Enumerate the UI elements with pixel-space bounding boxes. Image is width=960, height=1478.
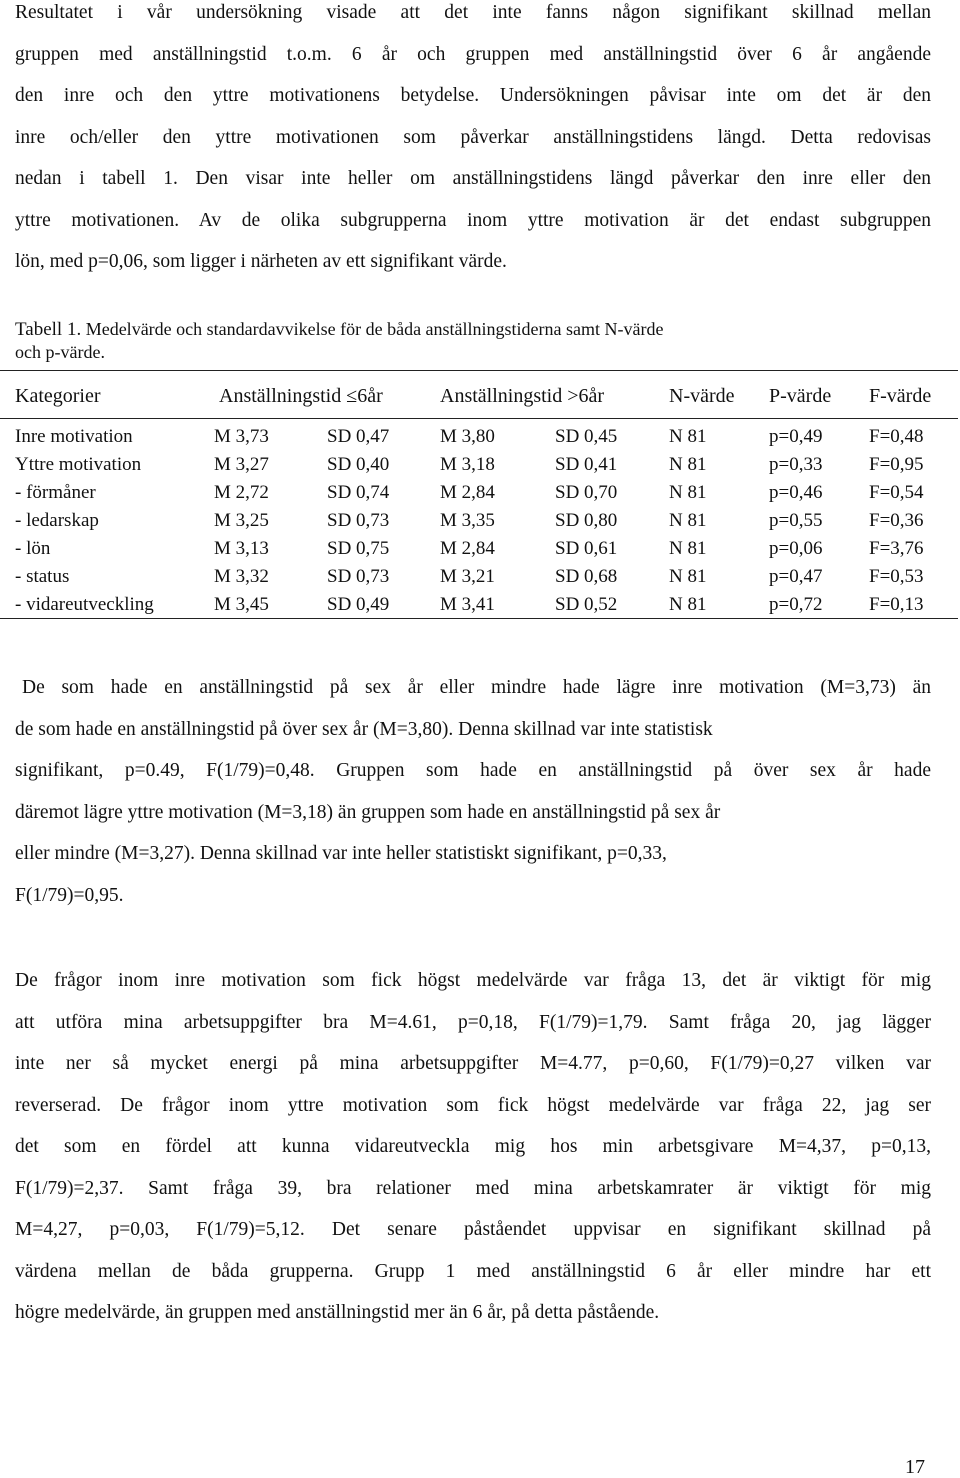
text-line: högre medelvärde, än gruppen med anställningstid mer än 6 år, på detta påstående. bbox=[15, 1302, 660, 1323]
table-cell-sd1: SD 0,40 bbox=[327, 454, 390, 475]
page-number: 17 bbox=[905, 1456, 925, 1478]
text-line: F(1/79)=0,95. bbox=[15, 884, 124, 906]
text-line: den inre och den yttre motivationens betydelse. Undersökningen påvisar inte om det är den bbox=[15, 85, 931, 106]
table-cell-n: N 81 bbox=[669, 566, 707, 587]
caption-label: Tabell 1. bbox=[15, 319, 82, 340]
text-line: M=4,27, p=0,03, F(1/79)=5,12. Det senare påståendet uppvisar en signifikant skillnad på bbox=[15, 1219, 931, 1240]
text-line: signifikant, p=0.49, F(1/79)=0,48. Gruppen som hade en anställningstid på över sex år hade bbox=[15, 760, 931, 781]
text-line: det som en fördel att kunna vidareutveckla mig hos min arbetsgivare M=4,37, p=0,13, bbox=[15, 1136, 931, 1157]
paragraph-results-intro bbox=[15, 0, 931, 283]
table-cell-n: N 81 bbox=[669, 594, 707, 615]
table-cell-sd2: SD 0,70 bbox=[555, 482, 618, 503]
table-cell-label: - lön bbox=[15, 538, 51, 559]
header-n: N-värde bbox=[669, 385, 735, 407]
table-bottom-rule bbox=[0, 618, 958, 619]
table-cell-f: F=0,36 bbox=[869, 510, 924, 531]
paragraph-inner-outer-motivation bbox=[15, 667, 931, 916]
text-line: inre och/eller den yttre motivationen som påverkar anställningstidens längd. Detta redovisas bbox=[15, 126, 931, 148]
table-cell-p: p=0,49 bbox=[769, 426, 823, 447]
table-cell-p: p=0,47 bbox=[769, 566, 823, 587]
table-cell-m1: M 3,13 bbox=[214, 538, 269, 559]
table-cell-sd2: SD 0,52 bbox=[555, 594, 618, 615]
paragraph-highest-mean-questions bbox=[15, 960, 931, 1334]
text-line: gruppen med anställningstid t.o.m. 6 år och gruppen med anställningstid över 6 år angående bbox=[15, 43, 931, 65]
table-cell-m2: M 3,18 bbox=[440, 454, 495, 475]
table-cell-n: N 81 bbox=[669, 510, 707, 531]
table-header-rule bbox=[0, 418, 958, 419]
text-line: De frågor inom inre motivation som fick högst medelvärde var fråga 13, det är viktigt för mig bbox=[15, 970, 931, 991]
table-cell-m2: M 2,84 bbox=[440, 482, 495, 503]
caption-line-1 bbox=[15, 318, 915, 341]
table-cell-sd2: SD 0,68 bbox=[555, 566, 618, 587]
table-cell-label: Yttre motivation bbox=[15, 454, 142, 475]
caption-text-1: Medelvärde och standardavvikelse för de båda anställningstiderna samt N-värde bbox=[85, 319, 664, 339]
table-cell-sd1: SD 0,73 bbox=[327, 566, 390, 587]
table-cell-label: - ledarskap bbox=[15, 510, 99, 531]
table-cell-label: Inre motivation bbox=[15, 426, 133, 447]
text-line: de som hade en anställningstid på över sex år (M=3,80). Denna skillnad var inte statistisk bbox=[15, 718, 713, 740]
text-line: eller mindre (M=3,27). Denna skillnad var inte heller statistiskt signifikant, p=0,33, bbox=[15, 843, 667, 864]
header-group1-text: Anställningstid ≤6år bbox=[219, 385, 383, 407]
table-cell-p: p=0,46 bbox=[769, 482, 823, 503]
table-cell-f: F=0,54 bbox=[869, 482, 924, 503]
table-cell-sd1: SD 0,73 bbox=[327, 510, 390, 531]
text-line: Resultatet i vår undersökning visade att det inte fanns någon signifikant skillnad mellan bbox=[15, 2, 931, 23]
table-cell-n: N 81 bbox=[669, 454, 707, 475]
text-line: att utföra mina arbetsuppgifter bra M=4.61, p=0,18, F(1/79)=1,79. Samt fråga 20, jag lägger bbox=[15, 1011, 931, 1033]
table-cell-p: p=0,55 bbox=[769, 510, 823, 531]
table-cell-f: F=0,95 bbox=[869, 454, 924, 475]
table-cell-f: F=0,53 bbox=[869, 566, 924, 587]
table-cell-sd2: SD 0,41 bbox=[555, 454, 618, 475]
table-cell-m2: M 3,41 bbox=[440, 594, 495, 615]
table-cell-m1: M 3,27 bbox=[214, 454, 269, 475]
table-cell-m2: M 3,80 bbox=[440, 426, 495, 447]
table-cell-label: - förmåner bbox=[15, 482, 96, 503]
header-kategorier: Kategorier bbox=[15, 385, 101, 407]
caption-text-2: och p-värde. bbox=[15, 342, 105, 362]
table-cell-n: N 81 bbox=[669, 538, 707, 559]
text-line: nedan i tabell 1. Den visar inte heller om anställningstidens längd påverkar den inre eller den bbox=[15, 168, 931, 189]
table-cell-m1: M 2,72 bbox=[214, 482, 269, 503]
header-group2: Anställningstid >6år bbox=[440, 385, 605, 407]
table-cell-p: p=0,33 bbox=[769, 454, 823, 475]
text-line: inte ner så mycket energi på mina arbetsuppgifter M=4.77, p=0,60, F(1/79)=0,27 vilken var bbox=[15, 1053, 931, 1074]
table-cell-sd1: SD 0,74 bbox=[327, 482, 390, 503]
text-line: lön, med p=0,06, som ligger i närheten av ett signifikant värde. bbox=[15, 251, 507, 272]
table-cell-p: p=0,06 bbox=[769, 538, 823, 559]
table-cell-m2: M 3,35 bbox=[440, 510, 495, 531]
table-cell-f: F=3,76 bbox=[869, 538, 924, 559]
table-cell-n: N 81 bbox=[669, 426, 707, 447]
header-p: P-värde bbox=[769, 385, 832, 407]
table-cell-label: - status bbox=[15, 566, 70, 587]
table-cell-n: N 81 bbox=[669, 482, 707, 503]
table-cell-m1: M 3,25 bbox=[214, 510, 269, 531]
table-cell-sd1: SD 0,47 bbox=[327, 426, 390, 447]
table-cell-label: - vidareutveckling bbox=[15, 594, 154, 615]
table-cell-m1: M 3,45 bbox=[214, 594, 269, 615]
table-cell-f: F=0,48 bbox=[869, 426, 924, 447]
table-cell-m2: M 3,21 bbox=[440, 566, 495, 587]
table-cell-m2: M 2,84 bbox=[440, 538, 495, 559]
text-line: reverserad. De frågor inom yttre motivation som fick högst medelvärde var fråga 22, jag ser bbox=[15, 1094, 931, 1116]
text-line: däremot lägre yttre motivation (M=3,18) än gruppen som hade en anställningstid på sex år bbox=[15, 801, 721, 823]
table-top-rule bbox=[0, 370, 958, 371]
table-cell-m1: M 3,73 bbox=[214, 426, 269, 447]
text-line: De som hade en anställningstid på sex år eller mindre hade lägre inre motivation (M=3,73) än bbox=[22, 677, 931, 698]
header-group1 bbox=[219, 384, 383, 408]
table-cell-sd2: SD 0,61 bbox=[555, 538, 618, 559]
table-cell-m1: M 3,32 bbox=[214, 566, 269, 587]
table-cell-sd2: SD 0,45 bbox=[555, 426, 618, 447]
table-cell-f: F=0,13 bbox=[869, 594, 924, 615]
text-line: yttre motivationen. Av de olika subgrupperna inom yttre motivation är det endast subgruppen bbox=[15, 209, 931, 231]
text-line: F(1/79)=2,37. Samt fråga 39, bra relationer med mina arbetskamrater är viktigt för mig bbox=[15, 1177, 931, 1199]
header-f: F-värde bbox=[869, 385, 932, 407]
table-cell-sd1: SD 0,49 bbox=[327, 594, 390, 615]
table-cell-p: p=0,72 bbox=[769, 594, 823, 615]
table-caption bbox=[15, 318, 915, 363]
table-cell-sd2: SD 0,80 bbox=[555, 510, 618, 531]
text-line: värdena mellan de båda grupperna. Grupp 1 med anställningstid 6 år eller mindre har ett bbox=[15, 1260, 931, 1282]
table-cell-sd1: SD 0,75 bbox=[327, 538, 390, 559]
